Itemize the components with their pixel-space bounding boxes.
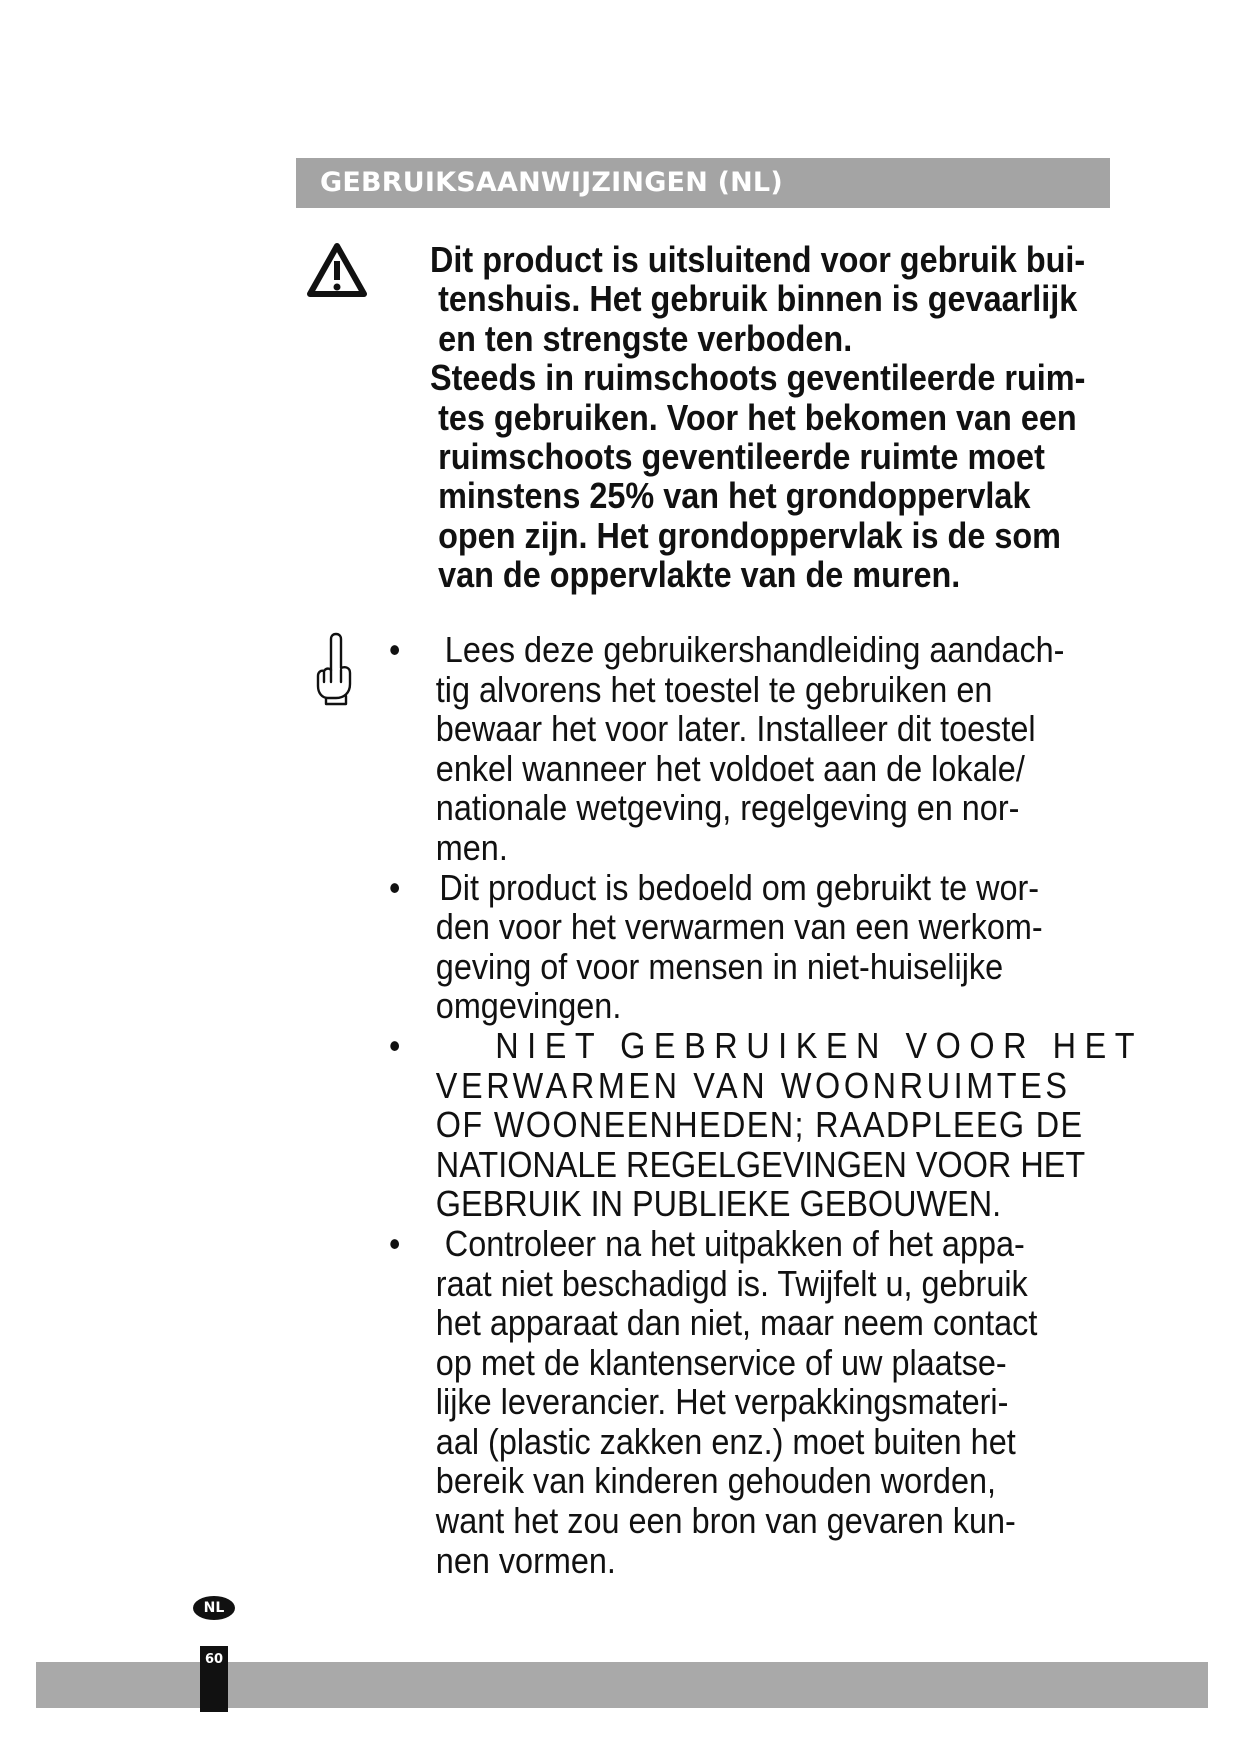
list-item-line: tig alvorens het toestel te gebruiken en [435, 668, 993, 710]
list-item-line: OF WOONEENHEDEN; RAADPLEEG DE [435, 1104, 1084, 1146]
page-number: 60 [204, 1652, 224, 1667]
warning-line: en ten strengste verboden. [438, 317, 853, 359]
list-item-line: bereik van kinderen gehouden worden, [435, 1460, 997, 1502]
bullet-icon: • [389, 629, 401, 670]
list-item-line: den voor het verwarmen van een werkom- [435, 906, 1043, 948]
list-item-line: op met de klantenservice of uw plaatse- [435, 1341, 1007, 1383]
bullet-icon: • [389, 1222, 401, 1264]
warning-line: van de oppervlakte van de muren. [438, 554, 961, 596]
instruction-list [389, 629, 1144, 1581]
list-item [389, 1024, 1144, 1225]
list-item-line: bewaar het voor later. Installeer dit toestel [435, 708, 1036, 750]
warning-line: tenshuis. Het gebruik binnen is gevaarlijk [438, 278, 1078, 320]
warning-text-block [430, 239, 1086, 596]
list-item-line: VERWARMEN VAN WOONRUIMTES [435, 1064, 1071, 1106]
list-item-line: lijke leverancier. Het verpakkingsmateri- [435, 1381, 1009, 1423]
section-header-bar [296, 158, 1110, 208]
list-item [389, 1224, 1046, 1580]
list-item-line: Controleer na het uitpakken of het appa- [444, 1222, 1025, 1264]
list-item [389, 629, 1065, 868]
warning-line: tes gebruiken. Voor het bekomen van een [438, 396, 1077, 438]
warning-triangle-icon [306, 242, 368, 298]
list-item-line: want het zou een bron van gevaren kun- [435, 1500, 1016, 1542]
list-item-line: aal (plastic zakken enz.) moet buiten het [435, 1420, 1016, 1462]
list-item-line: nen vormen. [435, 1539, 616, 1581]
bullet-icon: • [389, 1024, 401, 1066]
section-title: GEBRUIKSAANWIJZINGEN (NL) [320, 167, 783, 198]
bullet-icon: • [389, 866, 401, 908]
pointing-hand-icon [314, 630, 358, 706]
list-item-line: men. [435, 826, 508, 868]
list-item-line: raat niet beschadigd is. Twijfelt u, gebruik [435, 1262, 1028, 1304]
list-item [389, 868, 1046, 1026]
language-badge: NL [193, 1596, 235, 1620]
list-item-line: het apparaat dan niet, maar neem contact [435, 1302, 1038, 1344]
list-item-line: geving of voor mensen in niet-huiselijke [435, 945, 1004, 987]
list-item-line: nationale wetgeving, regelgeving en nor- [435, 787, 1020, 829]
list-item-line: NIET GEBRUIKEN VOOR HET [495, 1024, 1144, 1066]
list-item-line: GEBRUIK IN PUBLIEKE GEBOUWEN. [435, 1183, 1002, 1225]
list-item-line: Lees deze gebruikershandleiding aandach- [444, 629, 1065, 670]
list-item-line: omgevingen. [435, 985, 622, 1027]
list-item-line: Dit product is bedoeld om gebruikt te wor- [439, 866, 1040, 908]
warning-line: open zijn. Het grondoppervlak is de som [438, 514, 1061, 556]
warning-line: ruimschoots geventileerde ruimte moet [438, 436, 1045, 478]
list-item-line: NATIONALE REGELGEVINGEN VOOR HET [435, 1143, 1086, 1185]
list-item-line: enkel wanneer het voldoet aan de lokale/ [435, 747, 1025, 789]
warning-line: Steeds in ruimschoots geventileerde ruim- [430, 357, 1086, 399]
warning-line: minstens 25% van het grondoppervlak [438, 475, 1031, 517]
warning-line: Dit product is uitsluitend voor gebruik bui- [430, 239, 1086, 280]
